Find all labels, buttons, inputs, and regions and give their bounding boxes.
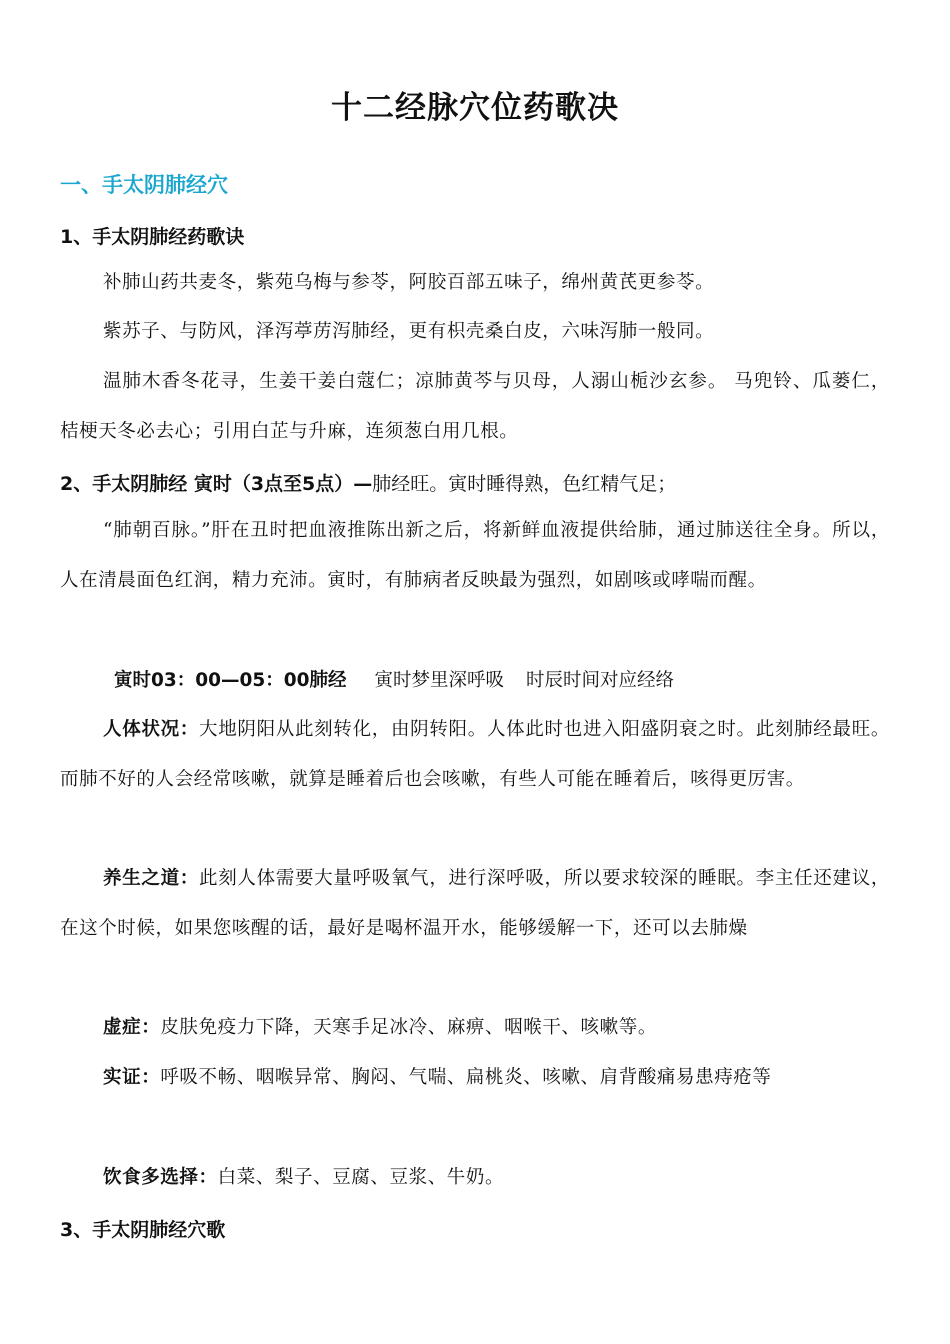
time-line xyxy=(114,666,674,692)
time-line-bold: 寅时03：00—05：00肺经 xyxy=(114,670,347,691)
subheading-3: 3、手太阴肺经穴歌 xyxy=(60,1219,226,1241)
subheading-2 xyxy=(60,469,676,496)
deficiency-paragraph xyxy=(60,1003,890,1053)
excess-paragraph xyxy=(60,1053,890,1103)
body-status-paragraph xyxy=(60,705,890,804)
excess-label: 实证： xyxy=(103,1067,161,1088)
section-heading: 一、手太阴肺经穴 xyxy=(60,173,228,197)
diet-text: 白菜、梨子、豆腐、豆浆、牛奶。 xyxy=(217,1167,505,1188)
health-text: 此刻人体需要大量呼吸氧气，进行深呼吸，所以要求较深的睡眠。李主任还建议，在这个时候，如果您咳醒的话，最好是喝杯温开水，能够缓解一下，还可以去肺燥 xyxy=(60,868,890,939)
subheading-1: 1、手太阴肺经药歌诀 xyxy=(60,226,245,248)
lung-paragraph: “肺朝百脉。”肝在丑时把血液推陈出新之后，将新鲜血液提供给肺，通过肺送往全身。所以，人在清晨面色红润，精力充沛。寅时，有肺病者反映最为强烈，如剧咳或哮喘而醒。 xyxy=(60,520,890,591)
excess-text: 呼吸不畅、咽喉异常、胸闷、气喘、扁桃炎、咳嗽、肩背酸痛易患痔疮等 xyxy=(160,1067,772,1088)
subheading-2-text: 肺经旺。寅时睡得熟，色红精气足； xyxy=(372,473,677,495)
diet-label: 饮食多选择： xyxy=(103,1167,218,1188)
deficiency-text: 皮肤免疫力下降，天寒手足冰冷、麻痹、咽喉干、咳嗽等。 xyxy=(160,1017,657,1038)
subheading-2-bold: 2、手太阴肺经 寅时（3点至5点）— xyxy=(60,473,373,495)
verse-3: 温肺木香冬花寻，生姜干姜白蔻仁；凉肺黄芩与贝母，人溺山栀沙玄参。 马兜铃、瓜蒌仁，桔梗天冬必去心；引用白芷与升麻，连须葱白用几根。 xyxy=(60,371,890,442)
diet-paragraph xyxy=(60,1153,890,1203)
verse-2: 紫苏子、与防风，泽泻葶苈泻肺经，更有枳壳桑白皮，六味泻肺一般同。 xyxy=(103,321,715,342)
time-line-text-2: 时辰时间对应经络 xyxy=(526,670,675,691)
deficiency-label: 虚症： xyxy=(103,1017,161,1038)
body-status-text: 大地阴阳从此刻转化，由阴转阳。人体此时也进入阳盛阴衰之时。此刻肺经最旺。而肺不好的人会经常咳嗽，就算是睡着后也会咳嗽，有些人可能在睡着后，咳得更厉害。 xyxy=(60,719,890,790)
page-title: 十二经脉穴位药歌决 xyxy=(331,90,619,126)
health-paragraph xyxy=(60,854,890,953)
time-line-text-1: 寅时梦里深呼吸 xyxy=(374,670,504,691)
health-label: 养生之道： xyxy=(103,868,199,889)
verse-1: 补肺山药共麦冬，紫苑乌梅与参苓，阿胶百部五味子，绵州黄芪更参苓。 xyxy=(103,272,715,293)
body-status-label: 人体状况： xyxy=(103,719,199,740)
